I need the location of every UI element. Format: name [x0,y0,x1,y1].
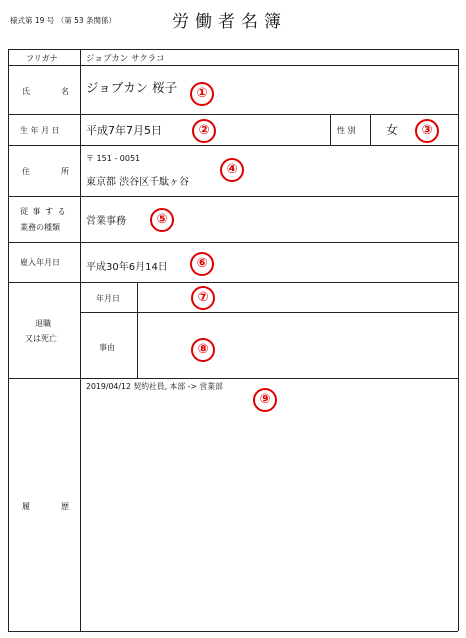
job-type-value: 営業事務 [86,216,126,227]
hire-date-label: 雇入年月日 [20,258,60,267]
hire-date-value: 平成30年6月14日 [86,262,168,273]
retirement-reason-label: 事由 [99,343,115,352]
name-label-2: 名 [61,87,69,96]
history-label-2: 歴 [61,502,69,511]
job-type-label-line1: 従 事 す る [20,207,67,216]
retirement-date-label: 年月日 [96,294,120,303]
history-label-1: 履 [22,502,30,511]
marker-2: ② [192,119,216,143]
marker-3: ③ [415,119,439,143]
document-title: 労働者名簿 [172,12,287,32]
retirement-label-line1: 退職 [35,319,51,328]
furigana-value: ジョブカン サクラコ [86,54,165,64]
marker-5: ⑤ [150,208,174,232]
retirement-label-line2: 又は死亡 [25,334,57,343]
gender-value: 女 [386,123,399,137]
postal-code: 〒 151 - 0051 [86,154,141,163]
marker-9: ⑨ [253,388,277,412]
job-type-label-line2: 業務の種類 [20,223,60,232]
address-label-2: 所 [61,167,69,176]
furigana-label: フリガナ [26,54,58,63]
birthdate-value: 平成7年7月5日 [86,124,162,137]
marker-7: ⑦ [191,286,215,310]
form-number-label: 様式第 19 号 （第 53 条関係） [10,16,117,25]
address-value: 東京都 渋谷区千駄ヶ谷 [86,177,190,188]
gender-label: 性 別 [337,126,356,135]
history-entry: 2019/04/12 契約社員, 本部 -> 営業部 [86,382,223,391]
marker-8: ⑧ [191,338,215,362]
address-label-1: 住 [22,167,30,176]
marker-4: ④ [220,158,244,182]
name-label-1: 氏 [22,87,30,96]
marker-1: ① [190,82,214,106]
marker-6: ⑥ [190,252,214,276]
name-value: ジョブカン 桜子 [86,80,178,95]
birthdate-label: 生 年 月 日 [20,126,60,135]
